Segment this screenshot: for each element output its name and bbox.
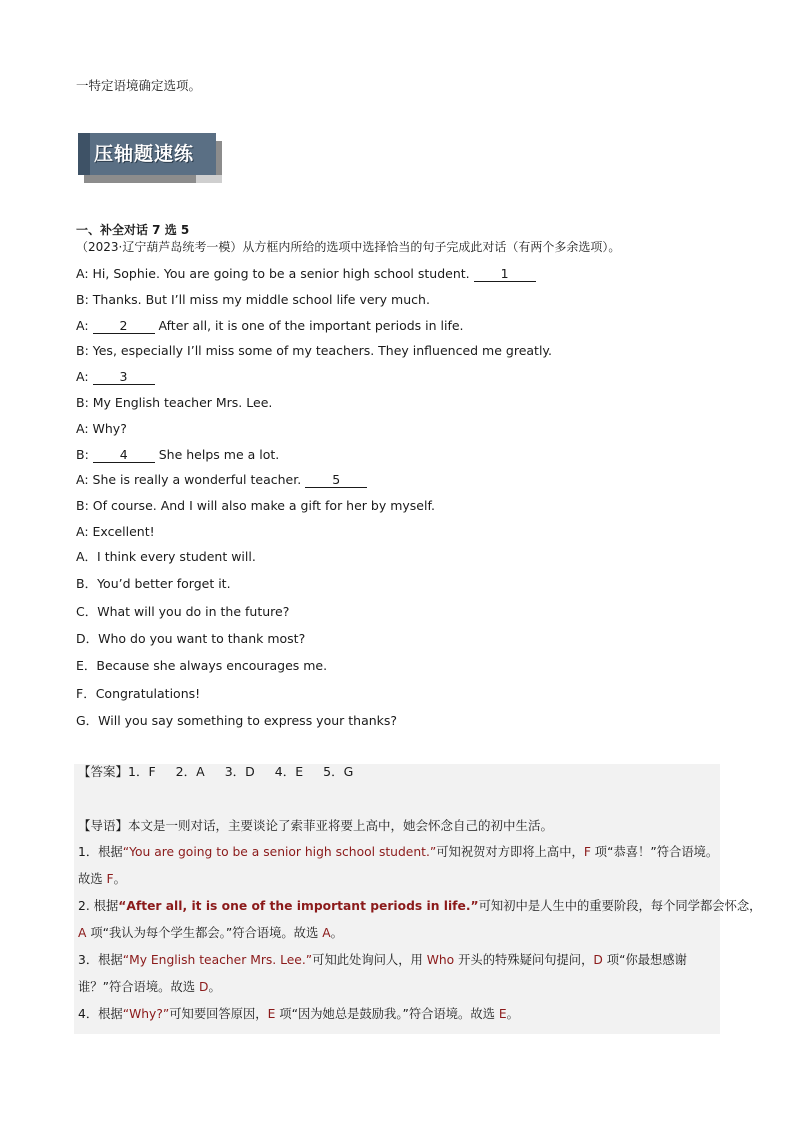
option-item: E．Because she always encourages me. (76, 658, 328, 674)
option-item: C．What will you do in the future? (76, 603, 290, 619)
dialogue-text: A: Hi, Sophie. You are going to be a senior high school student. (76, 266, 474, 281)
explanation-text: 项“因为她总是鼓励我。”符合语境。故选 (275, 1007, 499, 1021)
explanation-text: 谁？”符合语境。故选 (78, 980, 199, 994)
dialogue-line (76, 421, 127, 437)
dialogue-text-after-blank: After all, it is one of the important periods in life. (154, 317, 464, 333)
explanation-quote: “You are going to be a senior high school student.” (122, 845, 437, 859)
explanation-text: 可知此处询问人，用 (312, 953, 427, 967)
dialogue-line (76, 369, 155, 385)
explanation-line (78, 925, 343, 941)
top-note: 一特定语境确定选项。 (76, 78, 202, 93)
explanation-text: 项“恭喜！”符合语境。 (590, 845, 719, 859)
dialogue-line (76, 343, 552, 359)
explanation-text: 可知要回答原因， (169, 1007, 268, 1021)
dialogue-line (76, 395, 272, 411)
dialogue-text: A: (76, 317, 93, 333)
explanation-line (78, 871, 126, 887)
explanation-text: 故选 (78, 872, 107, 886)
answer-item: 4．E (274, 764, 304, 779)
banner-corner (196, 175, 222, 183)
blank-5: 5 (305, 473, 367, 488)
option-item: B．You’d better forget it. (76, 576, 231, 592)
answer-row (78, 764, 353, 780)
explanation-quote: D (593, 953, 603, 967)
dialogue-text: A: Excellent! (76, 524, 155, 539)
explanation-text: 。 (506, 1007, 519, 1021)
explanation-text: 。 (330, 926, 343, 940)
answer-label: 【答案】 (78, 764, 129, 779)
explanation-text: 可知初中是人生中的重要阶段，每个同学都会怀念， (478, 899, 762, 913)
dialogue-line (76, 472, 367, 488)
guide-row (78, 818, 553, 834)
explanation-text: 4．根据 (78, 1007, 123, 1021)
explanation-line (78, 979, 221, 995)
explanation-quote: E (498, 1007, 507, 1021)
option-item: D．Who do you want to thank most? (76, 630, 306, 646)
blank-2: 2 (93, 319, 155, 334)
banner-stripe (78, 133, 90, 175)
answer-item: 2．A (175, 764, 205, 779)
banner-label: 压轴题速练 (94, 143, 195, 165)
explanation-text: 。 (208, 980, 221, 994)
section-banner (78, 133, 222, 183)
explanation-quote: A (78, 926, 87, 940)
blank-3: 3 (93, 370, 155, 385)
dialogue-line (76, 524, 155, 540)
blank-1: 1 (474, 267, 536, 282)
explanation-text: 项“你最想感谢 (602, 953, 687, 967)
explanation-text: 项“我认为每个学生都会。”符合语境。故选 (86, 926, 323, 940)
section-source: （2023·辽宁葫芦岛统考一模）从方框内所给的选项中选择恰当的句子完成此对话（有两个多余选项）。 (76, 240, 621, 254)
dialogue-text: B: Thanks. But I’ll miss my middle school life very much. (76, 291, 430, 307)
explanation-text: 开头的特殊疑问句提问， (454, 953, 594, 967)
explanation-line (78, 844, 718, 860)
explanation-quote: A (322, 926, 331, 940)
dialogue-text: A: She is really a wonderful teacher. (76, 472, 306, 488)
dialogue-text: B: My English teacher Mrs. Lee. (76, 395, 273, 410)
explanation-quote: “After all, it is one of the important periods in life.” (118, 899, 479, 913)
dialogue-text: B: Of course. And I will also make a gift for her by myself. (76, 498, 435, 514)
explanation-text: 1．根据 (78, 845, 123, 859)
blank-4: 4 (93, 448, 155, 463)
explanation-line (78, 952, 687, 968)
dialogue-line (76, 292, 430, 308)
explanation-quote: “My English teacher Mrs. Lee.” (122, 953, 313, 967)
answer-item: 3．D (224, 764, 255, 779)
option-item: F．Congratulations! (76, 685, 201, 701)
explanation-text: 2. 根据 (78, 899, 119, 913)
section-heading: 一、补全对话 7 选 5 (76, 223, 190, 237)
explanation-line (78, 898, 761, 914)
explanation-quote: E (267, 1007, 276, 1021)
dialogue-line (76, 447, 279, 463)
dialogue-text: A: (76, 369, 93, 385)
dialogue-line (76, 266, 536, 282)
explanation-quote: F (106, 872, 114, 886)
explanation-quote: F (583, 845, 591, 859)
explanation-quote: “Why?” (122, 1007, 170, 1021)
answer-box (74, 764, 762, 1034)
dialogue-text-after-blank: She helps me a lot. (154, 446, 280, 462)
explanation-text: 。 (113, 872, 126, 886)
dialogue-line (76, 498, 435, 514)
answer-item: 1．F (128, 764, 156, 779)
dialogue-text: A: Why? (76, 420, 127, 436)
option-item: G．Will you say something to express your thanks? (76, 712, 398, 728)
explanation-line (78, 1006, 519, 1022)
answer-items (128, 764, 353, 779)
explanation-quote: Who (426, 953, 455, 967)
dialogue-line (76, 318, 464, 334)
dialogue-text: B: Yes, especially I’ll miss some of my teachers. They influenced me greatly. (76, 343, 553, 359)
answer-item: 5．G (323, 764, 354, 779)
explanation-text: 可知祝贺对方即将上高中， (436, 845, 584, 859)
option-item: A．I think every student will. (76, 549, 256, 564)
guide-text: 本文是一则对话，主要谈论了索菲亚将要上高中，她会怀念自己的初中生活。 (128, 818, 554, 833)
guide-label: 【导语】 (78, 818, 129, 833)
explanation-quote: D (198, 980, 209, 994)
explanation-text: 3．根据 (78, 953, 123, 967)
dialogue-text: B: (76, 446, 93, 462)
